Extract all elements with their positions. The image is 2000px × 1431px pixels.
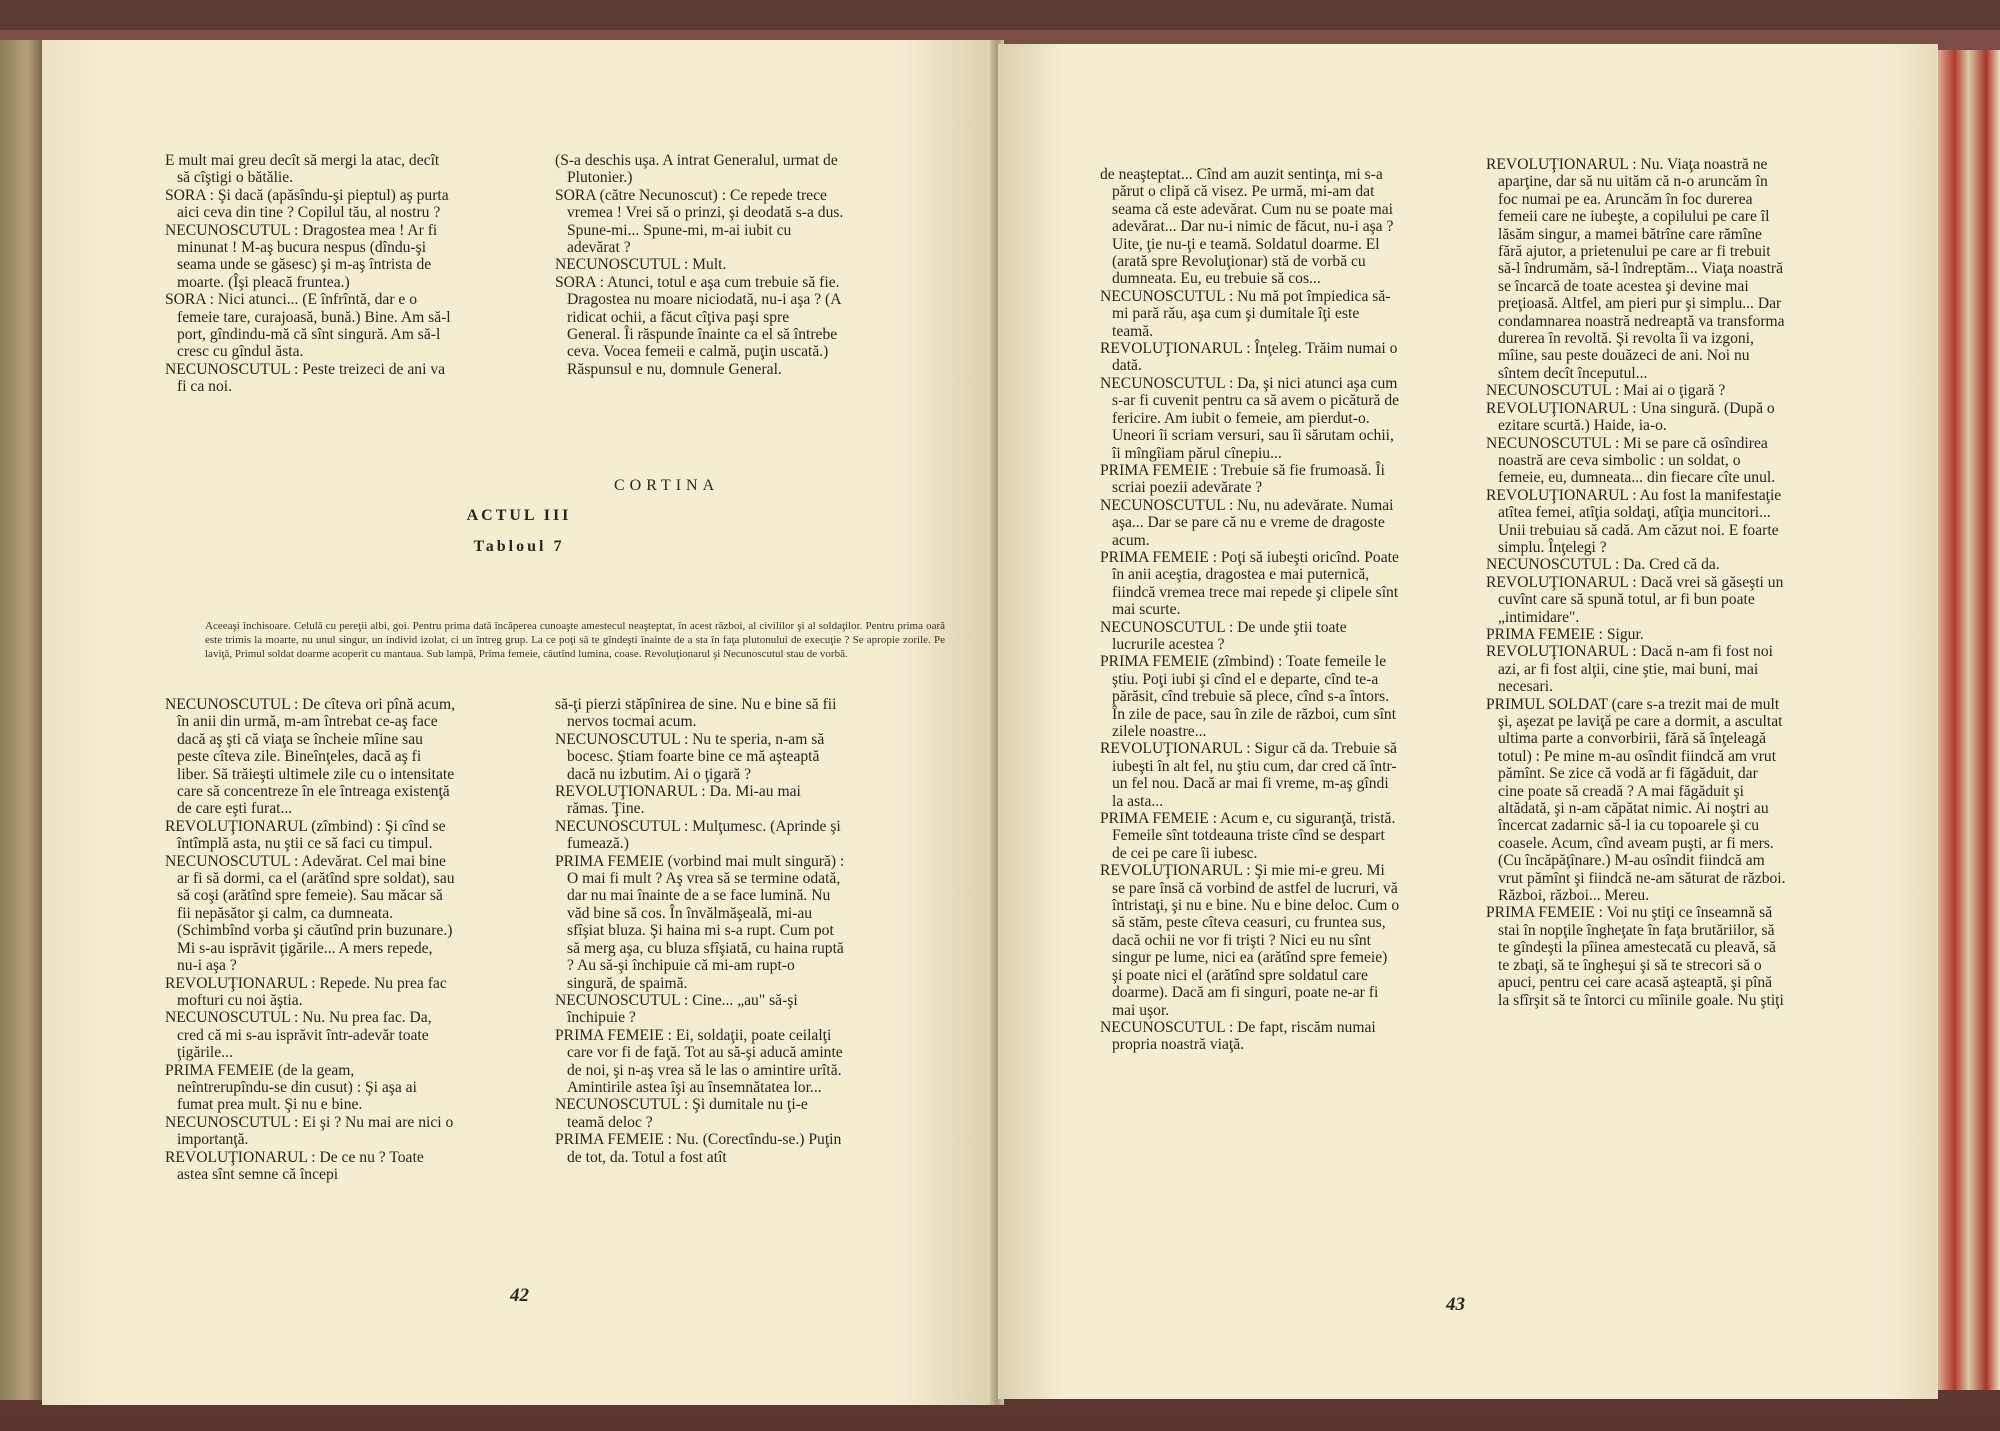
- page-number: 42: [510, 1285, 529, 1306]
- dialogue-paragraph: NECUNOSCUTUL : Dragostea mea ! Ar fi minunat ! M-aş bucura nespus (dîndu-şi seama unde se găsesc) şi m-aş întrista de moarte. (Îşi pleacă fruntea.): [165, 221, 438, 291]
- dialogue-paragraph: PRIMA FEMEIE : Poţi să iubeşti oricînd. Poate în anii aceştia, dragostea e mai puternică, fiindcă vremea trece mai repede şi clipele sînt mai scurte.: [1100, 548, 1399, 619]
- dialogue-paragraph: de neaşteptat... Cînd am auzit sentinţa, mi s-a părut o clipă că visez. Pe urmă, mi-am dat seama că este adevărat. Cum nu se poate mai adevărat... Dar nu-i nimic de făcut, nu-i aşa ? Uite, ţie nu-ţi e teamă. Soldatul doarme. El (arată spre Revoluţionar) stă de vorbă cu dumneata. Eu, eu trebuie să cos...: [1100, 166, 1394, 288]
- dialogue-paragraph: PRIMA FEMEIE (vorbind mai mult singură) : O mai fi mult ? Aş vrea să se termine odată, dar nu mai înainte de a se face lumină. Nu văd bine să cos. În învălmăşeală, mi-au sfîşiat bluza. Şi haina mi s-a rupt. Cum pot să merg aşa, cu bluza sfîşiată, cu haina ruptă ? Au să-şi închipuie că mi-am rupt-o singură, de spaimă.: [555, 852, 845, 992]
- dialogue-paragraph: SORA : Şi dacă (apăsîndu-şi pieptul) aş purta aici ceva din tine ? Copilul tău, al nostru ?: [165, 186, 449, 222]
- dialogue-paragraph: REVOLUŢIONARUL : Şi mie mi-e greu. Mi se pare însă că vorbind de astfel de lucruri, vă întristaţi, şi nu e bine. Nu e bine deloc. Cum o să stăm, peste cîteva ceasuri, cu fruntea sus, dacă ochii ne vor fi trişti ? Nici eu nu sînt singur pe lume, nici ea (arătînd spre femeie) şi poate nici el (arătînd spre soldatul care doarme). Dacă am fi singuri, poate ne-ar fi mai uşor.: [1100, 862, 1400, 1019]
- dialogue-paragraph: NECUNOSCUTUL : Peste treizeci de ani va fi ca noi.: [165, 360, 446, 396]
- dialogue-paragraph: NECUNOSCUTUL : De unde ştii toate lucrurile acestea ?: [1100, 618, 1347, 653]
- right-page-edges: [1930, 50, 2000, 1390]
- dialogue-paragraph: REVOLUŢIONARUL (zîmbind) : Şi cînd se întîmplă asta, nu ştii ce să faci cu timpul.: [165, 817, 446, 853]
- act-heading: ACTUL III: [466, 507, 572, 524]
- tablou-heading: Tabloul 7: [473, 538, 565, 555]
- dialogue-paragraph: NECUNOSCUTUL : Nu. Nu prea fac. Da, cred că mi s-au isprăvit într-adevăr toate ţigările...: [165, 1009, 432, 1062]
- dialogue-paragraph: REVOLUŢIONARUL : Sigur că da. Trebuie să iubeşti în alt fel, nu ştiu cum, dar cred că într-un fel nou. Dacă ar mai fi vreme, m-aş gîndi la asta...: [1100, 740, 1397, 810]
- dialogue-paragraph: să-ţi pierzi stăpînirea de sine. Nu e bine să fii nervos tocmai acum.: [555, 696, 837, 731]
- right-column-b: [1486, 156, 1786, 1009]
- dialogue-paragraph: NECUNOSCUTUL : Da. Cred că da.: [1486, 556, 1720, 574]
- dialogue-paragraph: (S-a deschis uşa. A intrat Generalul, urmat de Plutonier.): [555, 152, 838, 187]
- dialogue-paragraph: REVOLUŢIONARUL : Nu. Viaţa noastră ne aparţine, dar să nu uităm că n-o aruncăm în foc numai pe ea. Aruncăm în foc durerea femeii care ne iubeşte, a copilului pe care îl lăsăm singur, a mamei bătrîne care rămîne fără ajutor, a prietenului pe care ar fi trebuit să-l îndrumăm, să-l îndreptăm... Viaţa noastră se încarcă de toate acestea şi devine mai preţioasă. Altfel, am pieri pur şi simplu... Dar condamnarea noastră nedreaptă va transforma durerea în revoltă. Şi revolta îi va izgoni, mîine, sau peste douăzeci de ani. Noi nu sîntem decît începutul...: [1486, 156, 1785, 382]
- right-column-a: [1100, 166, 1400, 1054]
- dialogue-paragraph: NECUNOSCUTUL : Nu te speria, n-am să bocesc. Ştiam foarte bine ce mă aşteaptă dacă nu izbutim. Ai o ţigară ?: [555, 730, 825, 783]
- dialogue-paragraph: PRIMA FEMEIE : Acum e, cu siguranţă, tristă. Femeile sînt totdeauna triste cînd se despart de cei pe care îi iubesc.: [1100, 810, 1396, 862]
- dialogue-paragraph: PRIMA FEMEIE : Voi nu ştiţi ce înseamnă să stai în nopţile îngheţate în faţa brutăriilor, să te gîndeşti la pîinea amestecată cu pleavă, să te zbaţi, să te îngheşui şi să te strecori să o apuci, pentru cei care acasă aşteaptă, şi pînă la sfîrşit să te întorci cu mîinile goale. Nu ştiţi: [1486, 904, 1784, 1009]
- left-column-bottom-a: [165, 696, 455, 1183]
- stage-directions: Aceeaşi închisoare. Celulă cu pereţii albi, goi. Pentru prima dată încăperea cunoaşte amestecul neaşteptat, în acest război, al civililor şi al soldaţilor. Pentru prima oară este trimis la moarte, nu unul singur, un individ izolat, ci un întreg grup. La ce poţi să te gîndeşti înainte de a sta în faţa plutonului de execuţie ? Se apropie zorile. Pe laviţă, Primul soldat doarme acoperit cu mantaua. Sub lampă, Prima femeie, căutînd lumina, coase. Revoluţionarul şi Necunoscutul stau de vorbă.: [205, 620, 945, 660]
- dialogue-paragraph: PRIMA FEMEIE : Nu. (Corectîndu-se.) Puţin de tot, da. Totul a fost atît: [555, 1131, 842, 1166]
- right-page: [998, 44, 1938, 1399]
- dialogue-paragraph: NECUNOSCUTUL : Cine... „au" să-şi închipuie ?: [555, 991, 798, 1027]
- dialogue-paragraph: REVOLUŢIONARUL : Dacă n-am fi fost noi azi, ar fi fost alţii, cine ştie, mai buni, mai necesari.: [1486, 643, 1773, 696]
- left-page: [42, 40, 996, 1405]
- dialogue-paragraph: SORA : Atunci, totul e aşa cum trebuie să fie. Dragostea nu moare niciodată, nu-i aşa ? (A ridicat ochii, a făcut cîţiva paşi spre General. Îi răspunde înainte ca el să întrebe ceva. Vocea femeii e calmă, puţin uscată.) Răspunsul e nu, domnule General.: [555, 273, 841, 378]
- dialogue-paragraph: PRIMA FEMEIE (de la geam, neîntrerupîndu-se din cusut) : Şi aşa ai fumat prea mult. Şi nu e bine.: [165, 1061, 417, 1114]
- page-number: 43: [1446, 1294, 1465, 1315]
- dialogue-paragraph: NECUNOSCUTUL : Da, şi nici atunci aşa cum s-ar fi cuvenit pentru ca să avem o picătură de fericire. Am iubit o femeie, am pierdut-o. Uneori îi scriam versuri, sau îi sărutam ochii, îi mîngîiam părul cînepiu...: [1100, 374, 1400, 462]
- dialogue-paragraph: NECUNOSCUTUL : Ei şi ? Nu mai are nici o importanţă.: [165, 1113, 454, 1149]
- dialogue-paragraph: REVOLUŢIONARUL : Au fost la manifestaţie atîtea femei, atîţia soldaţi, atîţia muncitori... Unii trebuiau să cadă. Am căzut noi. E foarte simplu. Înţelegi ?: [1486, 486, 1782, 556]
- dialogue-paragraph: PRIMA FEMEIE : Ei, soldaţii, poate ceilalţi care vor fi de faţă. Tot au să-şi aducă aminte de noi, şi n-aş vrea să le las o amintire urîtă. Amintirile astea îşi au însemnătatea lor...: [555, 1026, 843, 1096]
- left-page-edges: [0, 40, 46, 1400]
- dialogue-paragraph: REVOLUŢIONARUL : Dacă vrei să găseşti un cuvînt care să spună totul, ar fi bun poate „intimidare".: [1486, 573, 1784, 626]
- dialogue-paragraph: NECUNOSCUTUL : Mai ai o ţigară ?: [1486, 382, 1726, 400]
- dialogue-paragraph: E mult mai greu decît să mergi la atac, decît să cîştigi o bătălie.: [165, 152, 440, 187]
- cortina-heading: CORTINA: [614, 477, 720, 494]
- dialogue-paragraph: NECUNOSCUTUL : De fapt, riscăm numai propria noastră viaţă.: [1100, 1018, 1376, 1054]
- dialogue-paragraph: REVOLUŢIONARUL : Da. Mi-au mai rămas. Ţine.: [555, 783, 801, 818]
- dialogue-paragraph: REVOLUŢIONARUL : De ce nu ? Toate astea sînt semne că începi: [165, 1148, 424, 1183]
- left-column-top-b: [555, 152, 845, 378]
- dialogue-paragraph: REVOLUŢIONARUL : Repede. Nu prea fac mofturi cu noi ăştia.: [165, 974, 447, 1009]
- dialogue-paragraph: NECUNOSCUTUL : Şi dumitale nu ţi-e teamă deloc ?: [555, 1096, 808, 1131]
- dialogue-paragraph: NECUNOSCUTUL : Nu, nu adevărate. Numai aşa... Dar se pare că nu e vreme de dragoste acum.: [1100, 496, 1394, 549]
- dialogue-paragraph: NECUNOSCUTUL : De cîteva ori pînă acum, în anii din urmă, m-am întrebat ce-aş face dacă aş şti că viaţa se încheie mîine sau peste cîteva zile. Bineînţeles, dacă aş fi liber. Să trăieşti ultimele zile cu o intensitate care să concentreze în ele întreaga existenţă de care eşti furat...: [165, 696, 456, 818]
- dialogue-paragraph: REVOLUŢIONARUL : Înţeleg. Trăim numai o dată.: [1100, 340, 1398, 375]
- dialogue-paragraph: PRIMA FEMEIE (zîmbind) : Toate femeile le ştiu. Poţi iubi şi cînd el e departe, cînd te-a părăsit, cînd trebuie să plece, cînd s-a întors. În zile de pace, sau în zile de război, cum sînt zilele noastre...: [1100, 653, 1397, 740]
- dialogue-paragraph: PRIMA FEMEIE : Trebuie să fie frumoasă. Îi scriai poezii adevărate ?: [1100, 461, 1385, 497]
- dialogue-paragraph: PRIMA FEMEIE : Sigur.: [1486, 625, 1644, 643]
- dialogue-paragraph: NECUNOSCUTUL : Nu mă pot împiedica să-mi pară rău, aşa cum şi dumitale îţi este teamă.: [1100, 287, 1391, 340]
- dialogue-paragraph: SORA : Nici atunci... (E înfrîntă, dar e o femeie tare, curajoasă, bună.) Bine. Am să-l port, gîndindu-mă că sînt singură. Am să-l cresc cu gîndul ăsta.: [165, 291, 451, 361]
- dialogue-paragraph: REVOLUŢIONARUL : Una singură. (După o ezitare scurtă.) Haide, ia-o.: [1486, 399, 1775, 435]
- dialogue-paragraph: NECUNOSCUTUL : Mi se pare că osîndirea noastră are ceva simbolic : un soldat, o femeie, eu, dumneata... din fiecare cîte unul.: [1486, 434, 1776, 487]
- left-column-bottom-b: [555, 696, 845, 1166]
- dialogue-paragraph: NECUNOSCUTUL : Mulţumesc. (Aprinde şi fumează.): [555, 817, 841, 853]
- dialogue-paragraph: NECUNOSCUTUL : Adevărat. Cel mai bine ar fi să dormi, ca el (arătînd spre soldat), sau să coşi (arătînd spre femeie). Sau măcar să fii nepăsător şi calm, ca dumneata. (Schimbînd vorba şi căutînd prin buzunare.) Mi s-au isprăvit ţigările... A mers repede, nu-i aşa ?: [165, 852, 455, 975]
- dialogue-paragraph: SORA (către Necunoscut) : Ce repede trece vremea ! Vrei să o prinzi, şi deodată s-a dus. Spune-mi... Spune-mi, m-ai iubit cu adevărat ?: [555, 186, 844, 257]
- left-column-top-a: [165, 152, 455, 396]
- dialogue-paragraph: PRIMUL SOLDAT (care s-a trezit mai de mult şi, aşezat pe laviţă pe care a dormit, a ascultat ultima parte a convorbirii, fără să înţeleagă totul) : Pe mine m-au osîndit fiindcă am vrut pămînt. Se zice că vodă ar fi făgăduit, dar cine poate să creadă ? A mai făgăduit şi altădată, şi n-am căpătat nimic. Ai noştri au încercat zadarnic să-l ia cu topoarele şi cu coasele. Acum, cînd aveam puşti, ar fi mers. (Cu încăpăţînare.) M-au osîndit fiindcă am vrut pămînt şi fiindcă ne-am săturat de război. Război, război... Mereu.: [1486, 695, 1786, 905]
- dialogue-paragraph: NECUNOSCUTUL : Mult.: [555, 256, 727, 274]
